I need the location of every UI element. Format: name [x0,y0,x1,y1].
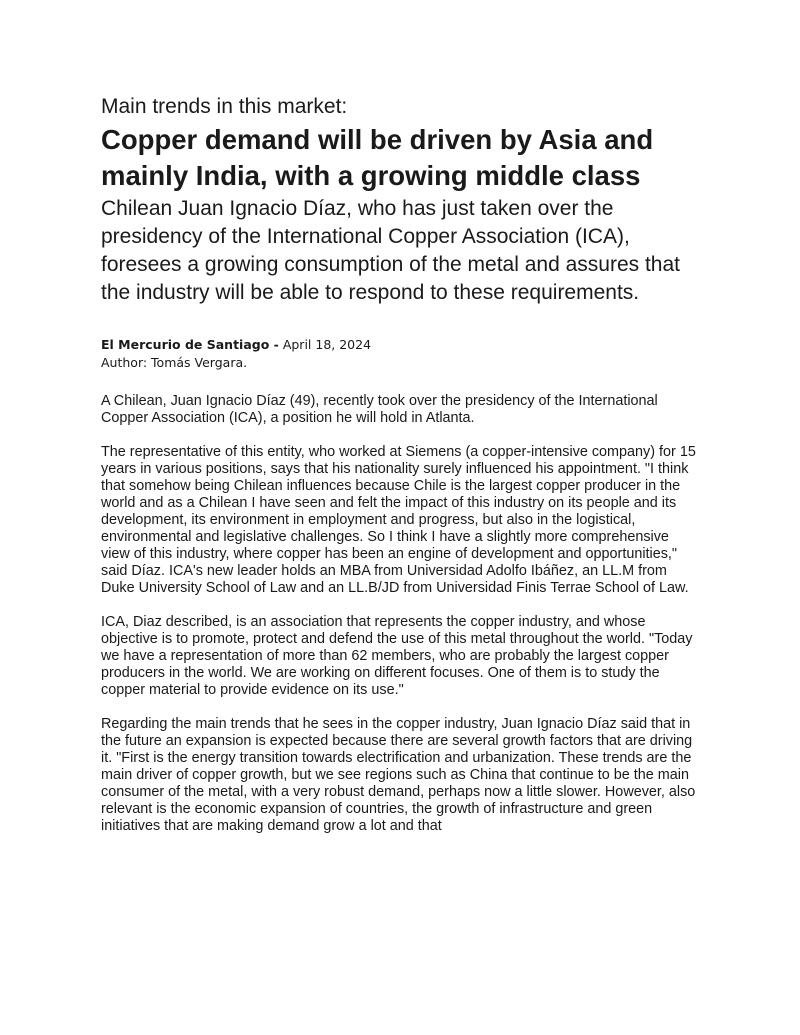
body-paragraph: Regarding the main trends that he sees in the copper industry, Juan Ignacio Díaz said that in the future an expansion is expected because there are several growth factors that are driving it. "First is the energy transition towards electrification and urbanization. These trends are the main driver of copper growth, but we see regions such as China that continue to be the main consumer of the metal, with a very robust demand, perhaps now a little slower. However, also relevant is the economic expansion of countries, the growth of infrastructure and green initiatives that are making demand grow a lot and that [101,716,696,834]
article [101,94,701,835]
article-subheadline: Chilean Juan Ignacio Díaz, who has just taken over the presidency of the International Copper Association (ICA), foresees a growing consumption of the metal and assures that the industry will be able to respond to these requirements. [101,197,680,304]
source-name: El Mercurio de Santiago - [101,337,279,352]
publish-date: April 18, 2024 [278,337,372,352]
byline [101,336,701,372]
article-kicker: Main trends in this market: [101,95,348,118]
body-paragraph: ICA, Diaz described, is an association that represents the copper industry, and whose objective is to promote, protect and defend the use of this metal throughout the world. "Today we have a representation of more than 62 members, who are probably the largest copper producers in the world. We are working on different focuses. One of them is to study the copper material to provide evidence on its use." [101,614,693,698]
author-line: Author: Tomás Vergara. [101,355,248,370]
body-paragraph: A Chilean, Juan Ignacio Díaz (49), recently took over the presidency of the International Copper Association (ICA), a position he will hold in Atlanta. [101,393,658,426]
article-headline: Copper demand will be driven by Asia and mainly India, with a growing middle class [101,124,654,191]
body-paragraph: The representative of this entity, who worked at Siemens (a copper-intensive company) for 15 years in various positions, says that his nationality surely influenced his appointment. "I think that somehow being Chilean influences because Chile is the largest copper producer in the world and as a Chilean I have seen and felt the impact of this industry on its people and its development, its environment in employment and progress, but also in the logistical, environmental and legislative challenges. So I think I have a slightly more comprehensive view of this industry, where copper has been an engine of development and opportunities," said Díaz. ICA's new leader holds an MBA from Universidad Adolfo Ibáñez, an LL.M from Duke University School of Law and an LL.B/JD from Universidad Finis Terrae School of Law. [101,444,696,596]
source-line [101,336,701,354]
article-body [101,393,701,835]
